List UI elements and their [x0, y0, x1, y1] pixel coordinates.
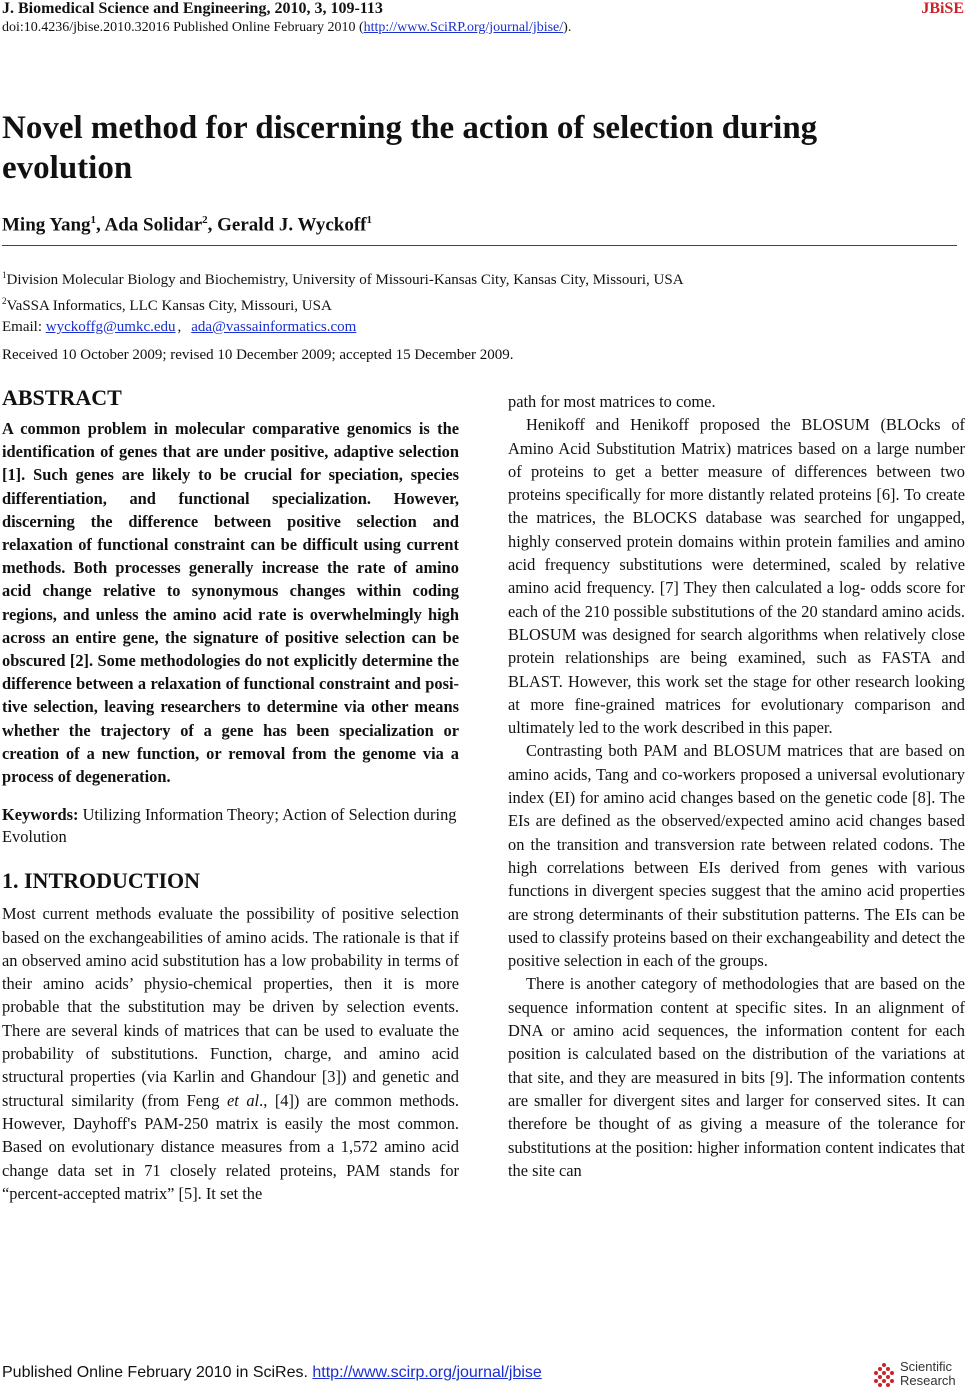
- intro-text: ., [4]) are common methods. However, Dayhoff's PAM-250 matrix is easily the most common. Based on evolutionary distance measures from a 1,572 amino acid change data set in 71 closely related proteins, PAM stands for “percent-accepted matrix” [5]. It set the: [2, 1090, 460, 1203]
- header-divider: [2, 245, 957, 246]
- author-name: Ada Solidar: [104, 214, 203, 236]
- logo-dot: [878, 1375, 882, 1379]
- footer-link[interactable]: http://www.scirp.org/journal/jbise: [312, 1364, 542, 1381]
- body-paragraph: There is another category of methodologies that are based on the sequence information content at specific sites. In an alignment of DNA or amino acid sequences, the information content for each position is calculated based on the distribution of the variations at that site, and they are measured in bits [9]. The information contents are smaller for divergent sites and larger for conserved sites. It can therefore be thought of as giving a measure of the tolerance for substitutions at the position: higher information content indicates that the site can: [508, 974, 965, 1180]
- logo-line: Research: [900, 1373, 956, 1388]
- footer-text: Published Online February 2010 in SciRes.: [2, 1364, 313, 1381]
- logo-dot: [878, 1367, 882, 1371]
- affiliation-mark: 1: [2, 270, 7, 280]
- keywords: [2, 804, 459, 848]
- logo-dot: [890, 1371, 894, 1375]
- affiliation-text: VaSSA Informatics, LLC Kansas City, Missouri, USA: [6, 298, 332, 314]
- affiliation-line: [2, 291, 684, 317]
- abstract-heading: ABSTRACT: [2, 385, 122, 410]
- author-separator: ,: [207, 214, 218, 236]
- author-affiliation-mark: 2: [202, 214, 208, 226]
- doi-prefix: doi:10.4236/jbise.2010.32016 Published Online February 2010 (: [2, 20, 364, 35]
- author-name: Gerald J. Wyckoff: [217, 214, 367, 236]
- left-column: [2, 385, 459, 1205]
- introduction-heading: 1. INTRODUCTION: [2, 868, 201, 894]
- logo-dot: [890, 1379, 894, 1383]
- author-name: Ming Yang: [2, 214, 91, 236]
- affiliation-line: [2, 265, 684, 291]
- email-link[interactable]: wyckoffg@umkc.edu: [45, 319, 176, 335]
- logo-dot: [882, 1371, 886, 1375]
- journal-link[interactable]: http://www.SciRP.org/journal/jbise/: [363, 20, 564, 35]
- logo-wordmark: [900, 1360, 956, 1388]
- doi-line: [2, 20, 571, 36]
- paper-title: Novel method for discerning the action of selection during evolution: [2, 110, 818, 186]
- author-affiliation-mark: 1: [366, 214, 372, 226]
- email-separator: ,: [177, 319, 182, 335]
- affiliation-mark: 2: [2, 296, 7, 306]
- footer: [2, 1364, 542, 1382]
- right-column: [508, 390, 965, 1182]
- scientific-research-logo: [872, 1358, 964, 1392]
- author-affiliation-mark: 1: [90, 214, 97, 226]
- intro-text: Most current methods evaluate the possibility of positive selection based on the exchangeabilities of amino acids. The rationale is that if an observed amino acid substitution has a low probability in terms of their amino acids’ physio-chemical properties, then it is more probable that the substitution may be driven by selection events. There are several kinds of matrices that can be used to evaluate the probability of substitutions. Function, charge, and amino acid structural properties (via Karlin and Ghandour [3]) and genetic and structural similarity (from Feng: [2, 904, 459, 1110]
- intro-emphasis: et al: [226, 1090, 260, 1110]
- body-paragraph: Contrasting both PAM and BLOSUM matrices that are based on amino acids, Tang and co-workers proposed a universal evolutionary index (EI) for amino acid changes based on the genetic code [8]. The EIs are defined as the observed/expected amino acid changes based on the transition and transversion rate between related codons. The high correlations between EIs derived from genes with various functions in divergent species suggest that the amino acid properties are strong determinants of their substitution patterns. The EIs can be used to classify proteins based on their exchangeability and detect the positive selection in each of the groups.: [508, 741, 965, 971]
- logo-dot: [886, 1383, 890, 1387]
- intro-paragraph: [2, 902, 459, 1205]
- author-list: [2, 214, 372, 236]
- logo-dot: [886, 1367, 890, 1371]
- body-paragraph: path for most matrices to come.: [508, 392, 716, 411]
- logo-dot: [886, 1375, 890, 1379]
- abstract-text: A common problem in molecular comparative genomics is the identification of genes that are under positive, adaptive selection [1]. Such genes are likely to be crucial for speciation, species differentiation, and functional specialization. However, discerning the difference between positive selection and relaxation of functional constraint can be difficult using current methods. Both processes generally increase the rate of amino acid change relative to synonymous changes within coding regions, and unless the amino acid rate is overwhelmingly high across an entire gene, the signature of positive selection can be obscured [2]. Some methodologies do not explicitly determine the difference between a relaxation of functional constraint and positive selection, leaving researchers to determine via other means whether the trajectory of a gene has been specialization or creation of a new function, or removal from the genome via a process of degeneration.: [2, 419, 459, 787]
- logo-dot: [882, 1379, 886, 1383]
- affiliation-text: Division Molecular Biology and Biochemistry, University of Missouri-Kansas City, Kansas City, Missouri, USA: [6, 272, 684, 288]
- received-dates: Received 10 October 2009; revised 10 December 2009; accepted 15 December 2009.: [2, 347, 514, 363]
- keywords-label: Keywords:: [2, 805, 79, 825]
- keywords-text: Utilizing Information Theory; Action of Selection during Evolution: [2, 805, 457, 847]
- email-line: [2, 317, 684, 338]
- affiliations: [2, 265, 684, 338]
- email-label: Email:: [2, 319, 46, 335]
- journal-citation: J. Biomedical Science and Engineering, 2010, 3, 109-113: [2, 0, 383, 17]
- logo-dot: [874, 1379, 878, 1383]
- doi-suffix: ).: [563, 20, 572, 35]
- logo-dot: [874, 1371, 878, 1375]
- logo-dot: [878, 1383, 882, 1387]
- logo-line: Scientific: [900, 1359, 953, 1374]
- email-link[interactable]: ada@vassainformatics.com: [191, 319, 357, 335]
- author-separator: ,: [96, 214, 105, 236]
- publisher-logo-icon: [872, 1362, 896, 1388]
- journal-acronym: JBiSE: [921, 0, 964, 17]
- body-paragraph: Henikoff and Henikoff proposed the BLOSUM (BLOcks of Amino Acid Substitution Matrix) matrices based on a large number of proteins to get a better measure of differences between two proteins specifically for more distantly related proteins [6]. To create the matrices, the BLOCKS database was searched for ungapped, highly conserved protein domains within protein families and amino acid frequency substitutions were determined, scaled by relative amino acid frequency. [7] They then calculated a log- odds score for each of the 210 possible substitutions of the 20 standard amino acids. BLOSUM was designed for search algorithms when relatively close protein relationships are being examined, such as FASTA and BLAST. However, this work set the stage for other research looking at more fine-grained matrices for evolutionary comparison and ultimately led to the work described in this paper.: [508, 415, 965, 738]
- logo-dot: [882, 1363, 886, 1367]
